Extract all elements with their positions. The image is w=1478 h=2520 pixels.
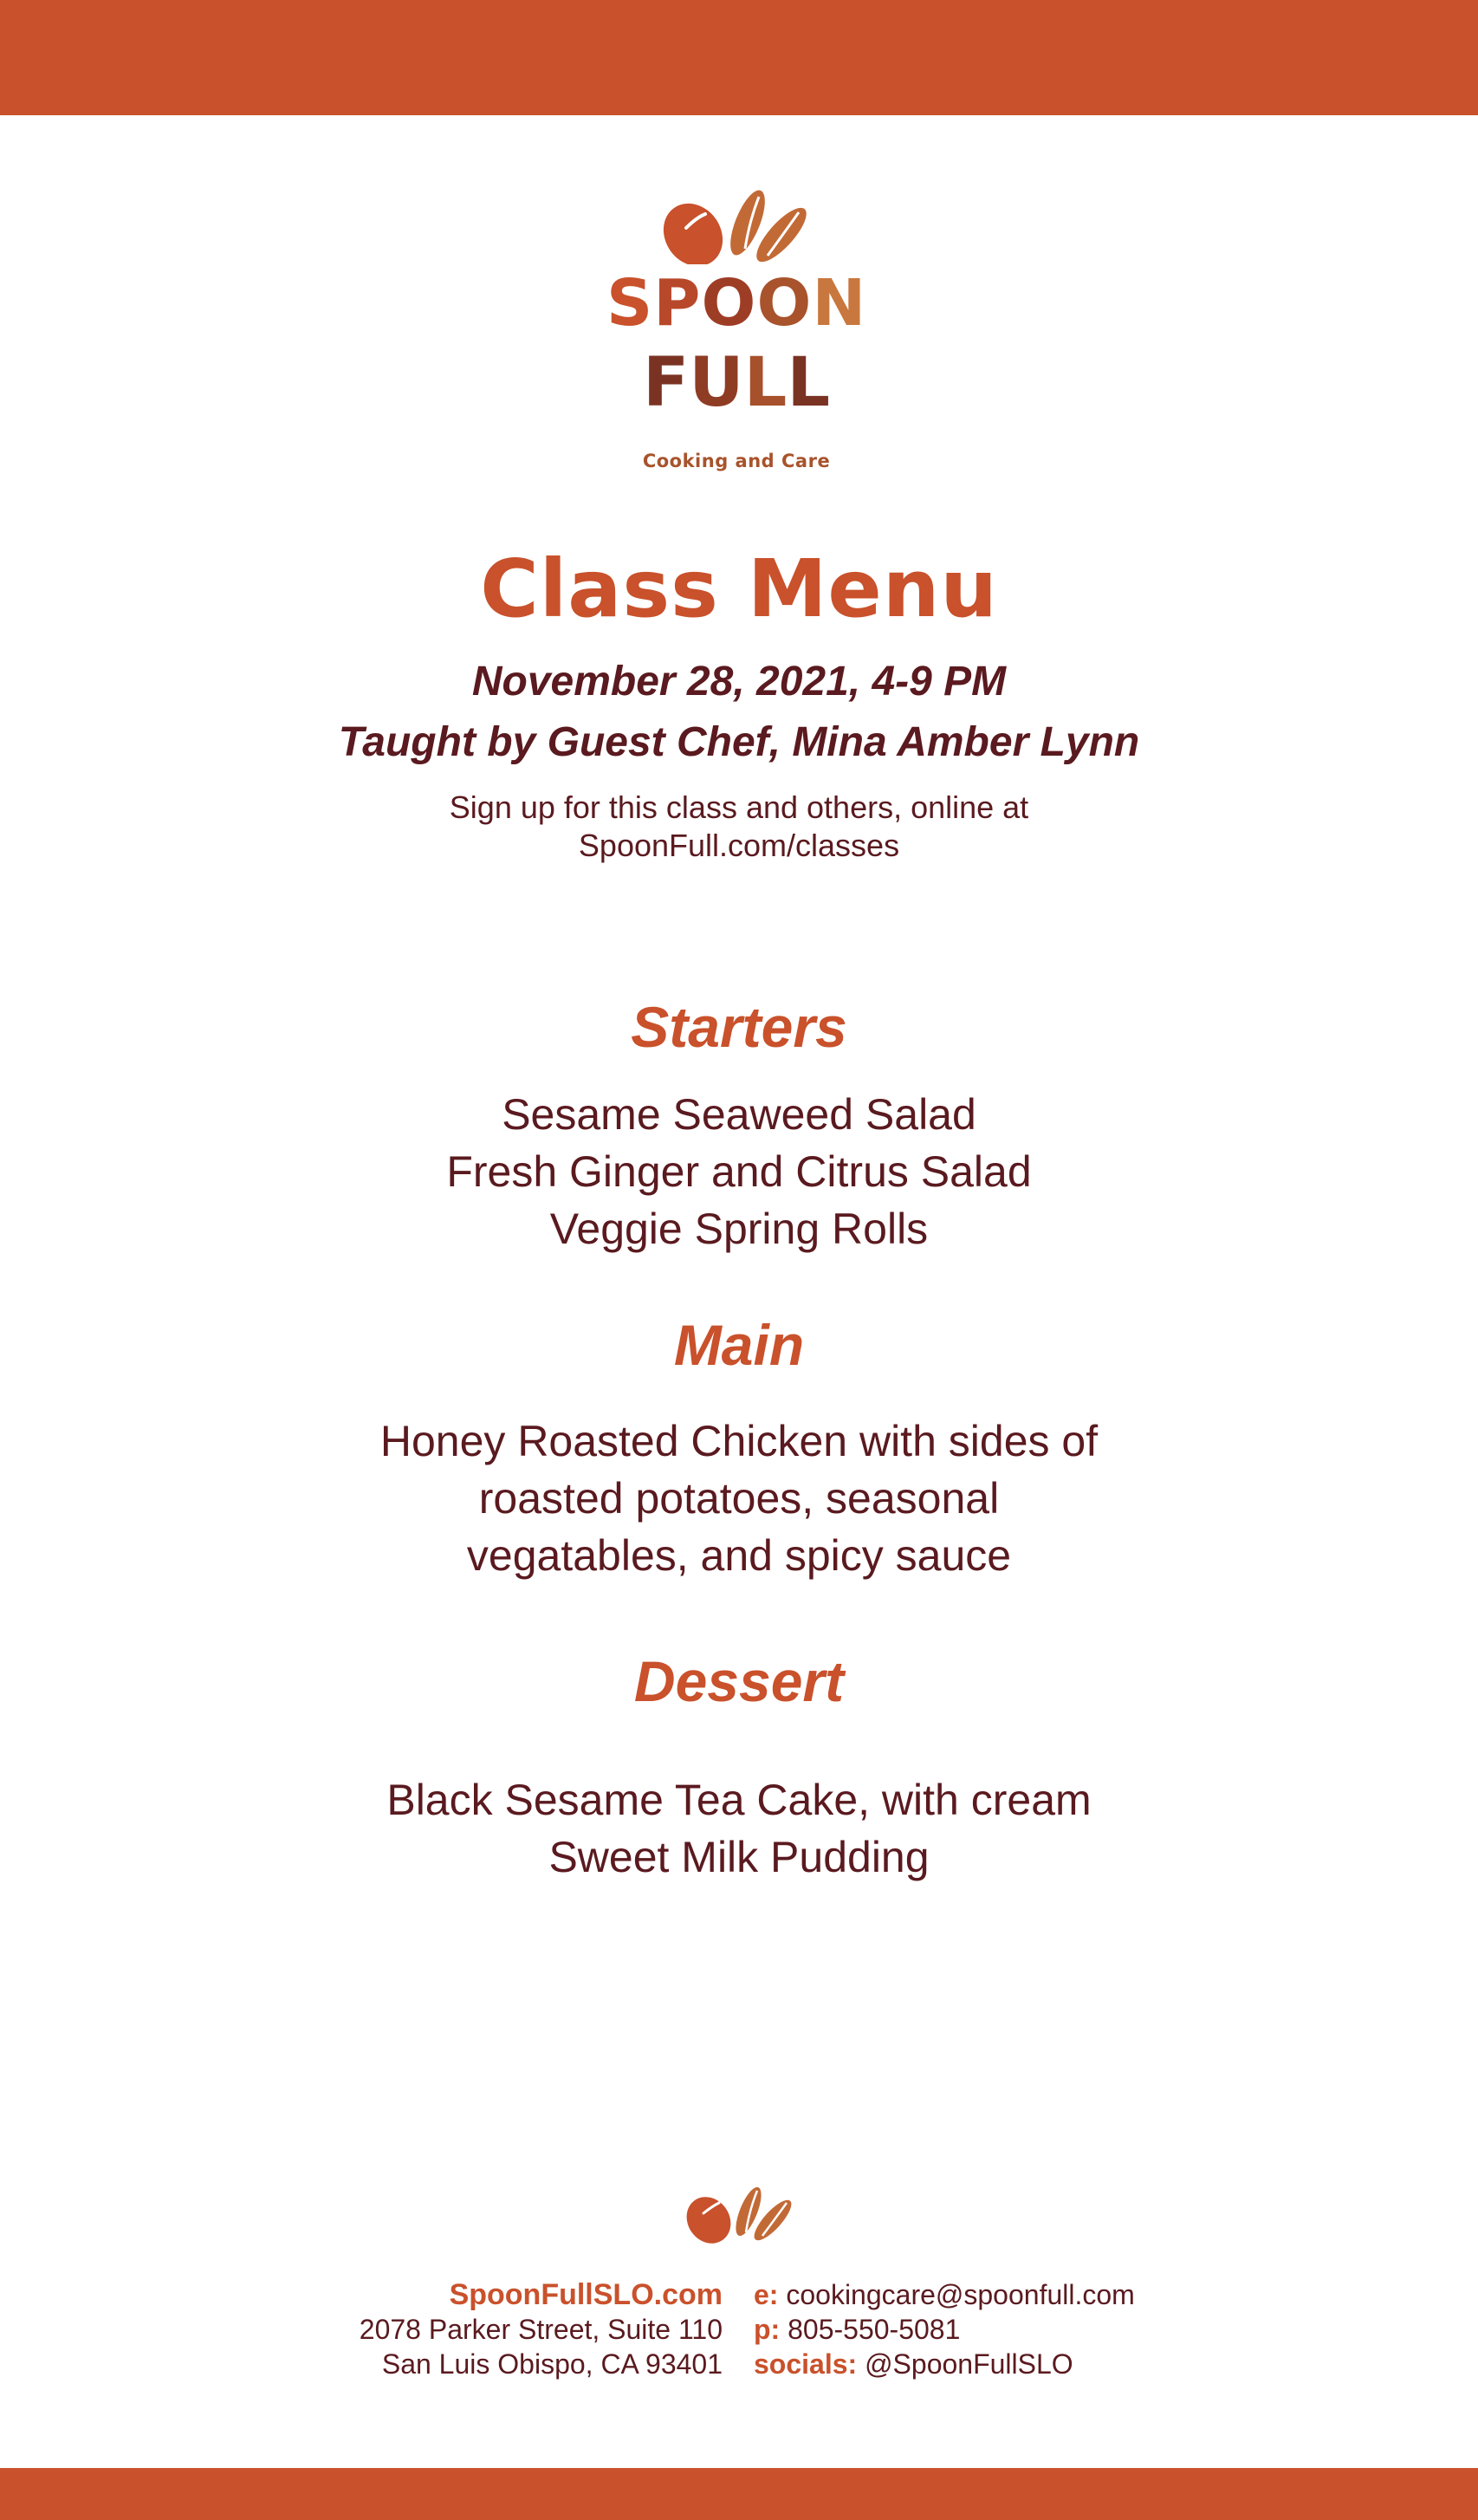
logo-letter: U xyxy=(689,344,744,422)
socials-row xyxy=(754,2347,1360,2381)
email-label: e: xyxy=(754,2279,779,2310)
signup-note xyxy=(0,789,1478,865)
starters-list xyxy=(0,1086,1478,1257)
logo-letter: L xyxy=(787,344,831,422)
logo-letter: N xyxy=(812,266,867,341)
logo-word-spoon xyxy=(606,264,866,342)
website-link[interactable]: SpoonFullSLO.com xyxy=(449,2278,723,2311)
bottom-color-band xyxy=(0,2468,1478,2520)
class-date: November 28, 2021, 4-9 PM xyxy=(471,659,1007,705)
main-description xyxy=(0,1413,1478,1584)
menu-item-line: Honey Roasted Chicken with sides of xyxy=(379,1417,1099,1465)
logo-letter: P xyxy=(653,266,702,341)
page-title: Class Menu xyxy=(480,542,998,635)
leaves-logo-icon xyxy=(606,178,866,264)
signup-text: Sign up for this class and others, online at xyxy=(449,789,1029,825)
phone-label: p: xyxy=(754,2314,781,2345)
logo-word-full xyxy=(606,344,866,422)
email-link[interactable]: cookingcare@spoonfull.com xyxy=(786,2279,1135,2310)
socials-handle[interactable]: @SpoonFullSLO xyxy=(865,2348,1073,2380)
dessert-heading: Dessert xyxy=(633,1649,845,1713)
contact-address xyxy=(203,2277,723,2381)
menu-item: Black Sesame Tea Cake, with cream xyxy=(386,1776,1092,1824)
menu-item: Veggie Spring Rolls xyxy=(549,1205,929,1253)
menu-item-line: roasted potatoes, seasonal xyxy=(478,1474,1000,1523)
menu-item-line: vegatables, and spicy sauce xyxy=(466,1531,1012,1580)
phone-value: 805-550-5081 xyxy=(788,2314,961,2345)
logo-letter: O xyxy=(701,266,757,341)
phone-row xyxy=(754,2312,1360,2347)
contact-details xyxy=(754,2277,1360,2381)
guest-chef: Taught by Guest Chef, Mina Amber Lynn xyxy=(338,719,1140,765)
top-color-band xyxy=(0,0,1478,115)
leaves-mark-icon xyxy=(681,2175,802,2244)
menu-item: Fresh Ginger and Citrus Salad xyxy=(446,1147,1032,1196)
logo-letter: F xyxy=(642,344,690,422)
address-line: 2078 Parker Street, Suite 110 xyxy=(359,2314,723,2345)
socials-label: socials: xyxy=(754,2348,858,2380)
email-row xyxy=(754,2277,1360,2312)
menu-item: Sweet Milk Pudding xyxy=(548,1833,930,1881)
dessert-list xyxy=(0,1771,1478,1886)
main-heading: Main xyxy=(673,1313,805,1377)
logo-letter: O xyxy=(756,266,813,341)
address-line: San Luis Obispo, CA 93401 xyxy=(381,2348,723,2380)
spoonfull-logo xyxy=(606,178,866,481)
starters-heading: Starters xyxy=(631,995,847,1059)
logo-tagline: Cooking and Care xyxy=(642,451,831,471)
menu-item: Sesame Seaweed Salad xyxy=(502,1090,976,1139)
signup-link: SpoonFull.com/classes xyxy=(578,828,900,863)
logo-letter: S xyxy=(606,266,654,341)
logo-letter: L xyxy=(743,344,788,422)
